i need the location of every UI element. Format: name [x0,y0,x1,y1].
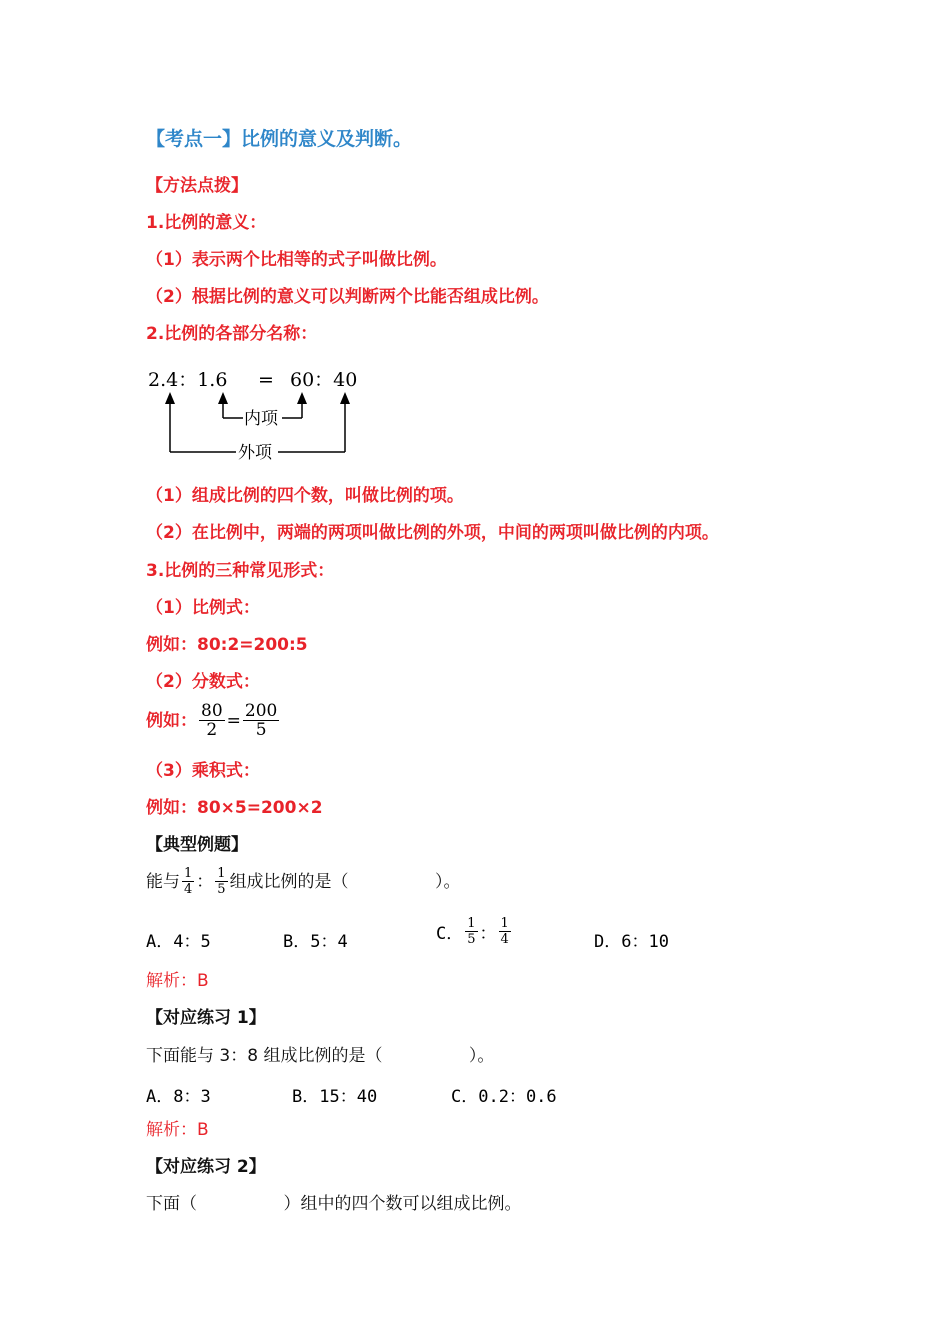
practice1-title: 【对应练习 1】 [146,1008,266,1028]
question-suffix: 组成比例的是（ ）。 [229,871,461,892]
sec2-title: 2.比例的各部分名称： [146,324,318,344]
form2-prefix: 例如： [146,710,197,731]
diagram-eq: = [258,369,274,391]
form3-example: 例如：80×5=200×2 [146,798,323,818]
example-option-c [436,916,513,947]
question-prefix: 能与 [146,871,180,892]
fraction-numerator: 1 [217,866,226,881]
form3-title: （3）乘积式： [146,761,260,781]
fraction-numerator: 1 [184,866,193,881]
practice1-answer: 解析：B [146,1120,209,1140]
practice1-option-a: A．8：3 [146,1087,211,1107]
fraction-1-5 [465,916,477,947]
sec2-point1: （1）组成比例的四个数，叫做比例的项。 [146,486,464,506]
question-colon: ： [196,871,214,892]
form2-example [146,702,281,739]
fraction-denominator: 2 [206,720,218,740]
section-heading: 【考点一】比例的意义及判断。 [146,128,413,150]
fraction-1-4 [499,916,511,947]
fraction-numerator: 1 [500,916,509,931]
fraction-numerator: 80 [201,701,223,721]
form2-title: （2）分数式： [146,672,260,692]
fraction-200-5 [243,702,279,739]
fraction-1-5 [215,866,227,897]
sec1-title: 1.比例的意义： [146,213,267,233]
practice2-question: 下面（ ）组中的四个数可以组成比例。 [146,1194,522,1214]
proportion-terms-diagram [140,360,380,470]
example-option-a: A．4：5 [146,932,211,952]
practice1-option-b: B．15：40 [292,1087,378,1107]
practice1-option-c: C．0.2：0.6 [451,1087,557,1107]
option-c-prefix: C． [436,924,464,944]
example-option-b: B．5：4 [283,932,348,952]
diagram-expr-left: 2.4：1.6 [148,369,228,391]
outer-terms-label: 外项 [238,443,272,463]
fraction-80-2 [199,702,225,739]
method-title: 【方法点拨】 [146,176,248,196]
fraction-1-4 [182,866,194,897]
sec1-point1: （1）表示两个比相等的式子叫做比例。 [146,250,447,270]
fraction-denominator: 5 [217,882,226,897]
practice2-title: 【对应练习 2】 [146,1157,266,1177]
diagram-expr-right: 60：40 [290,369,358,391]
example-title: 【典型例题】 [146,835,248,855]
sec1-point2: （2）根据比例的意义可以判断两个比能否组成比例。 [146,287,549,307]
example-option-d: D．6：10 [594,932,669,952]
option-c-colon: ： [479,924,497,944]
fraction-denominator: 4 [184,882,193,897]
fraction-denominator: 5 [467,932,476,947]
sec2-point2: （2）在比例中，两端的两项叫做比例的外项，中间的两项叫做比例的内项。 [146,523,719,543]
sec3-title: 3.比例的三种常见形式： [146,561,335,581]
fraction-denominator: 5 [255,720,267,740]
example-question [146,866,461,897]
fraction-eq: = [226,710,241,731]
form1-example: 例如：80:2=200:5 [146,635,308,655]
fraction-denominator: 4 [500,932,509,947]
form1-title: （1）比例式： [146,598,260,618]
inner-terms-label: 内项 [244,409,278,429]
fraction-numerator: 200 [244,701,278,721]
fraction-numerator: 1 [467,916,476,931]
example-answer: 解析：B [146,971,209,991]
practice1-question: 下面能与 3：8 组成比例的是（ ）。 [146,1046,495,1066]
